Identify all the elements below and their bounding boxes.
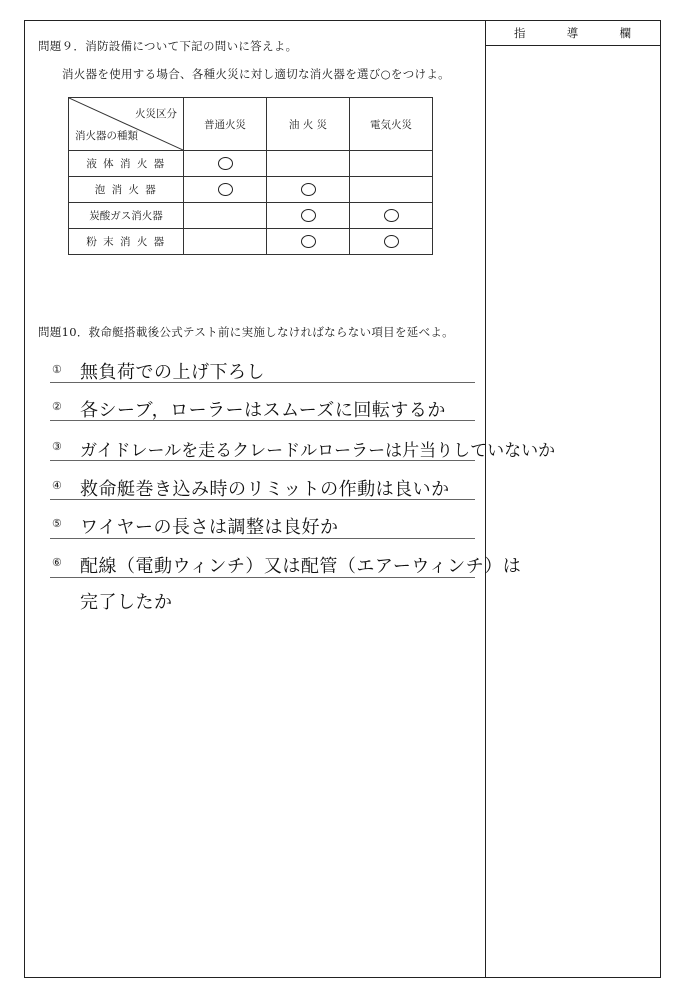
cell-powder-oil xyxy=(267,229,350,255)
cell-co2-oil xyxy=(267,203,350,229)
answer-2-number: ② xyxy=(52,400,62,413)
circle-mark-icon xyxy=(301,183,316,196)
answer-4-text: 救命艇巻き込み時のリミットの作動は良いか xyxy=(80,479,450,500)
table-header-row xyxy=(69,98,433,151)
cell-liquid-electrical xyxy=(350,151,433,177)
cell-liquid-ordinary xyxy=(184,151,267,177)
table-row-co2 xyxy=(69,203,433,229)
row-header-foam-extinguisher: 泡 消 火 器 xyxy=(69,177,184,203)
column-header-ordinary-fire: 普通火災 xyxy=(184,98,267,151)
answer-6-number: ⑥ xyxy=(52,556,62,569)
circle-mark-icon xyxy=(384,235,399,248)
circle-mark-icon xyxy=(218,183,233,196)
question-9-title: 問題９．消防設備について下記の問いに答えよ。 xyxy=(38,39,298,53)
corner-label-fire-class: 火災区分 xyxy=(135,108,177,120)
question-9-instruction: 消火器を使用する場合、各種火災に対し適切な消火器を選び○をつけよ。 xyxy=(62,67,450,81)
cell-foam-ordinary xyxy=(184,177,267,203)
answer-6-continuation: 完了したか xyxy=(80,592,173,613)
row-header-liquid-extinguisher: 液 体 消 火 器 xyxy=(69,151,184,177)
circle-mark-icon xyxy=(218,157,233,170)
cell-liquid-oil xyxy=(267,151,350,177)
guidance-header-char-2: 導 xyxy=(566,25,579,40)
guidance-header-char-3: 欄 xyxy=(619,25,631,40)
question-10-title: 問題10．救命艇搭載後公式テスト前に実施しなければならない項目を延べよ。 xyxy=(38,325,454,339)
table-corner-cell xyxy=(69,98,184,151)
guidance-header-char-1: 指 xyxy=(514,25,526,40)
answer-3-number: ③ xyxy=(52,440,62,453)
answer-2-underline xyxy=(50,420,475,421)
answer-4-underline xyxy=(50,499,475,500)
cell-co2-ordinary xyxy=(184,203,267,229)
cell-co2-electrical xyxy=(350,203,433,229)
answer-5-text: ワイヤーの長さは調整は良好か xyxy=(80,517,339,538)
cell-foam-oil xyxy=(267,177,350,203)
circle-mark-icon xyxy=(384,209,399,222)
answer-3-text: ガイドレールを走るクレードルローラーは片当りしていないか xyxy=(80,441,556,461)
row-header-co2-extinguisher: 炭酸ガス消火器 xyxy=(69,203,184,229)
circle-mark-icon xyxy=(301,209,316,222)
answer-5-underline xyxy=(50,538,475,539)
circle-mark-icon xyxy=(301,235,316,248)
row-header-powder-extinguisher: 粉 末 消 火 器 xyxy=(69,229,184,255)
answer-6-text: 配線（電動ウィンチ）又は配管（エアーウィンチ）は xyxy=(80,556,522,577)
column-header-electrical-fire: 電気火災 xyxy=(350,98,433,151)
cell-foam-electrical xyxy=(350,177,433,203)
answer-3-underline xyxy=(50,460,475,461)
answer-1-underline xyxy=(50,382,475,383)
answer-5-number: ⑤ xyxy=(52,517,62,530)
answer-1-number: ① xyxy=(52,363,62,376)
answer-6-underline xyxy=(50,577,475,578)
cell-powder-ordinary xyxy=(184,229,267,255)
column-header-oil-fire: 油 火 災 xyxy=(267,98,350,151)
answer-4-number: ④ xyxy=(52,479,62,492)
guidance-column-divider xyxy=(485,20,486,978)
corner-label-extinguisher-type: 消火器の種類 xyxy=(75,130,138,142)
table-row-powder xyxy=(69,229,433,255)
cell-powder-electrical xyxy=(350,229,433,255)
guidance-column-header xyxy=(486,20,661,46)
table-row-liquid xyxy=(69,151,433,177)
fire-extinguisher-table xyxy=(68,97,433,255)
table-row-foam xyxy=(69,177,433,203)
answer-2-text: 各シーブ，ローラーはスムーズに回転するか xyxy=(80,400,446,421)
answer-1-text: 無負荷での上げ下ろし xyxy=(80,362,265,383)
